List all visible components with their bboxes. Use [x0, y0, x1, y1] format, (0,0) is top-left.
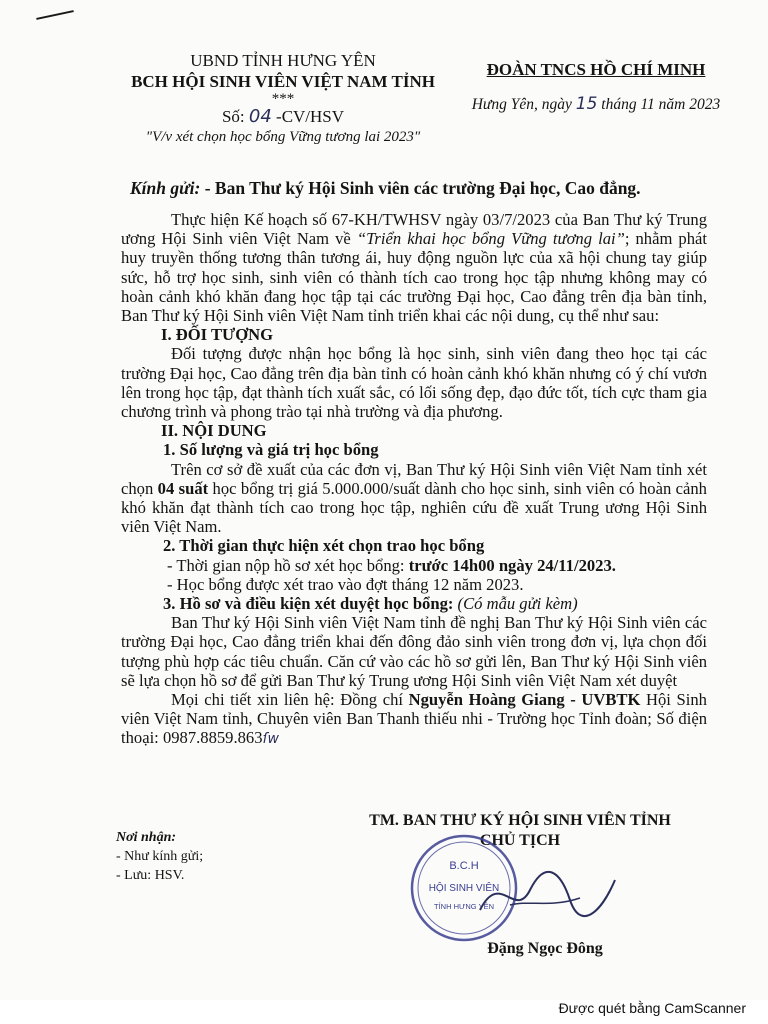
subsection-2-title: 2. Thời gian thực hiện xét chọn trao học bổng — [163, 536, 485, 556]
intro-text-b: ; nhằm phát huy truyền thống tương thân tương ái, huy động nguồn lực của xã hội chung tay giúp sức, hỗ trợ học sinh, sinh viên có thành tích cao trong học tập nhưng không may có hoàn cảnh khó khăn đang học tập tại các trường Đại học, Cao đẳng trên địa bàn tỉnh, Ban Thư ký Hội Sinh viên Việt Nam tỉnh triển khai các nội dung, cụ thể như sau: — [121, 229, 708, 326]
subsection-1-text — [121, 460, 707, 537]
sub3-title-text: 3. Hồ sơ và điều kiện xét duyệt học bổng: — [163, 594, 454, 614]
date-suffix: tháng 11 năm 2023 — [601, 96, 721, 113]
party-name: ĐOÀN TNCS HỒ CHÍ MINH — [486, 60, 706, 79]
section-1-title: I. ĐỐI TƯỢNG — [161, 325, 274, 345]
sub1-text-a: Trên cơ sở đề xuất của các đơn vị, Ban Thư ký Hội Sinh viên Việt Nam tỉnh xét chọn — [121, 459, 707, 498]
addressee-label: Kính gửi: — [130, 178, 201, 198]
addressee-line — [130, 178, 641, 199]
number-label: Số: — [221, 107, 245, 126]
party-block — [446, 60, 746, 114]
document-number — [118, 106, 448, 127]
subsection-3-text: Ban Thư ký Hội Sinh viên Việt Nam tỉnh đề nghị Ban Thư ký Hội Sinh viên các trường Đại học, Cao đẳng triển khai đến đông đảo sinh viên trong đơn vị, lựa chọn đối tượng phù hợp các tiêu chuẩn. Căn cứ vào các hồ sơ gửi lên, Ban Thư ký Hội Sinh viên sẽ lựa chọn hồ sơ để gửi Ban Thư ký Trung ương Hội Sinh viên Việt Nam xét duyệt — [121, 613, 707, 690]
signer-name: Đặng Ngọc Đông — [487, 940, 603, 957]
sub1-quantity: 04 suất — [157, 478, 209, 498]
signer-organization: TM. BAN THƯ KÝ HỘI SINH VIÊN TỈNH — [369, 812, 671, 829]
document-body — [121, 210, 707, 750]
contact-name: Nguyễn Hoàng Giang - UVBTK — [408, 690, 641, 710]
intro-text-a: Thực hiện Kế hoạch số 67-KH/TWHSV ngày 03/7/2023 của Ban Thư ký Trung ương Hội Sinh viên Việt Nam về — [121, 210, 707, 249]
award-time-line: - Học bổng được xét trao vào đợt tháng 12 năm 2023. — [167, 574, 524, 594]
deadline-line — [121, 556, 707, 575]
subsection-3-title — [121, 594, 707, 613]
subsection-1-title: 1. Số lượng và giá trị học bổng — [163, 440, 379, 460]
stamp-bottom-text: TỈNH HƯNG YÊN — [433, 902, 495, 911]
recipients-title: Nơi nhận: — [116, 830, 177, 845]
date-prefix: Hưng Yên, ngày — [471, 96, 572, 113]
initials-mark: ſw — [262, 731, 279, 748]
document-date — [446, 94, 746, 114]
recipient-item: - Như kính gửi; — [116, 849, 204, 864]
separator-stars: *** — [271, 91, 295, 107]
number-suffix: -CV/HSV — [276, 107, 345, 126]
recipient-item: - Lưu: HSV. — [116, 868, 185, 883]
scanner-watermark: Được quét bằng CamScanner — [558, 1000, 746, 1016]
stamp-middle-text: HỘI SINH VIÊN — [428, 883, 500, 894]
addressee-text: - Ban Thư ký Hội Sinh viên các trường Đại học, Cao đẳng. — [204, 178, 641, 198]
number-handwritten: 04 — [248, 106, 272, 127]
section-1-text: Đối tượng được nhận học bổng là học sinh, sinh viên đang theo học tại các trường Đại học, Cao đẳng trên địa bàn tỉnh có hoàn cảnh khó khăn nhưng có ý chí vươn lên trong học tập, đạt thành tích xuất sắc, có lối sống đẹp, đạo đức tốt, tích cực tham gia chương trình và phong trào tại nhà trường và địa phương. — [121, 344, 707, 422]
deadline-value: trước 14h00 ngày 24/11/2023. — [408, 555, 616, 575]
recipients-block — [116, 828, 203, 885]
issuer-block — [118, 50, 448, 148]
pen-mark — [36, 10, 74, 20]
signer-title: CHỦ TỊCH — [479, 832, 561, 849]
stamp-top-text: B.C.H — [449, 860, 479, 872]
contact-paragraph — [121, 690, 707, 750]
handwritten-signature — [470, 860, 620, 930]
issuer-name: BCH HỘI SINH VIÊN VIỆT NAM TỈNH — [131, 72, 435, 91]
date-day-handwritten: 15 — [575, 94, 598, 114]
issuer-parent: UBND TỈNH HƯNG YÊN — [190, 51, 376, 70]
intro-paragraph — [121, 210, 707, 325]
deadline-label: - Thời gian nộp hồ sơ xét học bổng: — [167, 555, 405, 575]
contact-text-a: Mọi chi tiết xin liên hệ: Đồng chí — [171, 690, 403, 710]
contact-text-b: Hội Sinh viên Việt Nam tỉnh, Chuyên viên Ban Thanh thiếu nhi - Trường học Tỉnh đoàn; Số điện thoại: 0987.8859.863 — [121, 690, 707, 748]
document-subject: "V/v xét chọn học bổng Vững tương lai 2023" — [145, 129, 421, 145]
intro-quote: “Triển khai học bổng Vững tương lai” — [356, 229, 625, 249]
sub3-note: (Có mẫu gửi kèm) — [457, 594, 578, 614]
sub1-text-b: học bổng trị giá 5.000.000/suất dành cho học sinh, sinh viên có hoàn cảnh khó khăn đạt thành tích cao trong học tập, nghiên cứu đề xuất Trung ương Hội Sinh viên Việt Nam. — [121, 478, 707, 537]
section-2-title: II. NỘI DUNG — [161, 421, 267, 441]
